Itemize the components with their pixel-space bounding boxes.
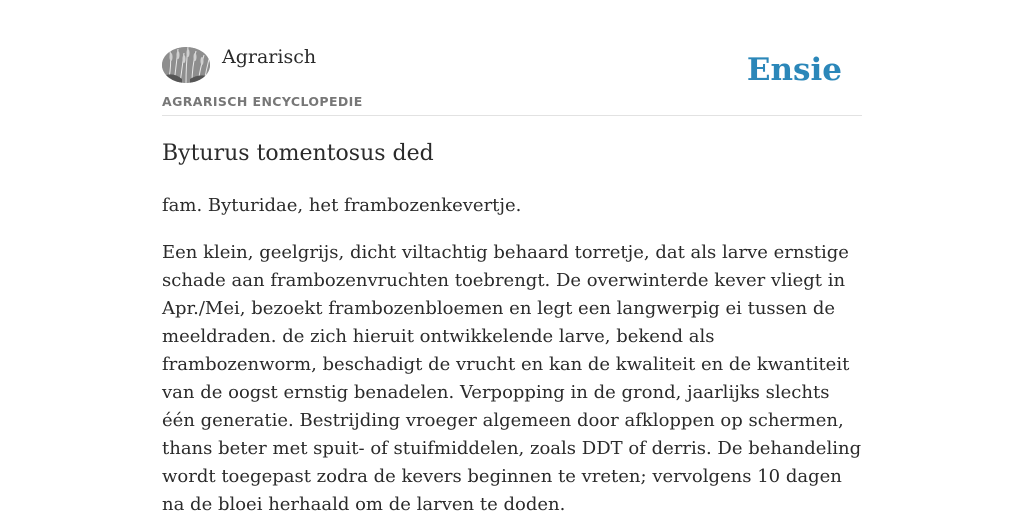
brand-logo[interactable]: Ensie: [746, 52, 842, 88]
article-body: Een klein, geelgrijs, dicht viltachtig behaard torretje, dat als larve ernstige schade aan frambozenvruchten toebrengt. De overwinterde kever vliegt in Apr./Mei, bezoekt frambozenbloemen en legt een langwerpig ei tussen de meeldraden. de zich hieruit ontwikkelende larve, bekend als frambozenworm, beschadigt de vrucht en kan de kwaliteit en de kwantiteit van de oogst ernstig benadelen. Verpopping in de grond, jaarlijks slechts één generatie. Bestrijding vroeger algemeen door afkloppen op schermen, thans beter met spuit- of stuifmiddelen, zoals DDT of derris. De behandeling wordt toegepast zodra de kevers beginnen te vreten; vervolgens 10 dagen na de bloei herhaald om de larven te doden.: [162, 242, 862, 515]
page-content: [162, 0, 862, 515]
site-subtitle[interactable]: AGRARISCH ENCYCLOPEDIE: [162, 94, 363, 109]
page-title: Byturus tomentosus ded: [162, 141, 434, 166]
site-name-link[interactable]: Agrarisch: [222, 46, 317, 68]
site-header: [162, 0, 862, 116]
wheat-icon[interactable]: [162, 47, 210, 83]
article-lead: fam. Byturidae, het frambozenkevertje.: [162, 195, 522, 216]
